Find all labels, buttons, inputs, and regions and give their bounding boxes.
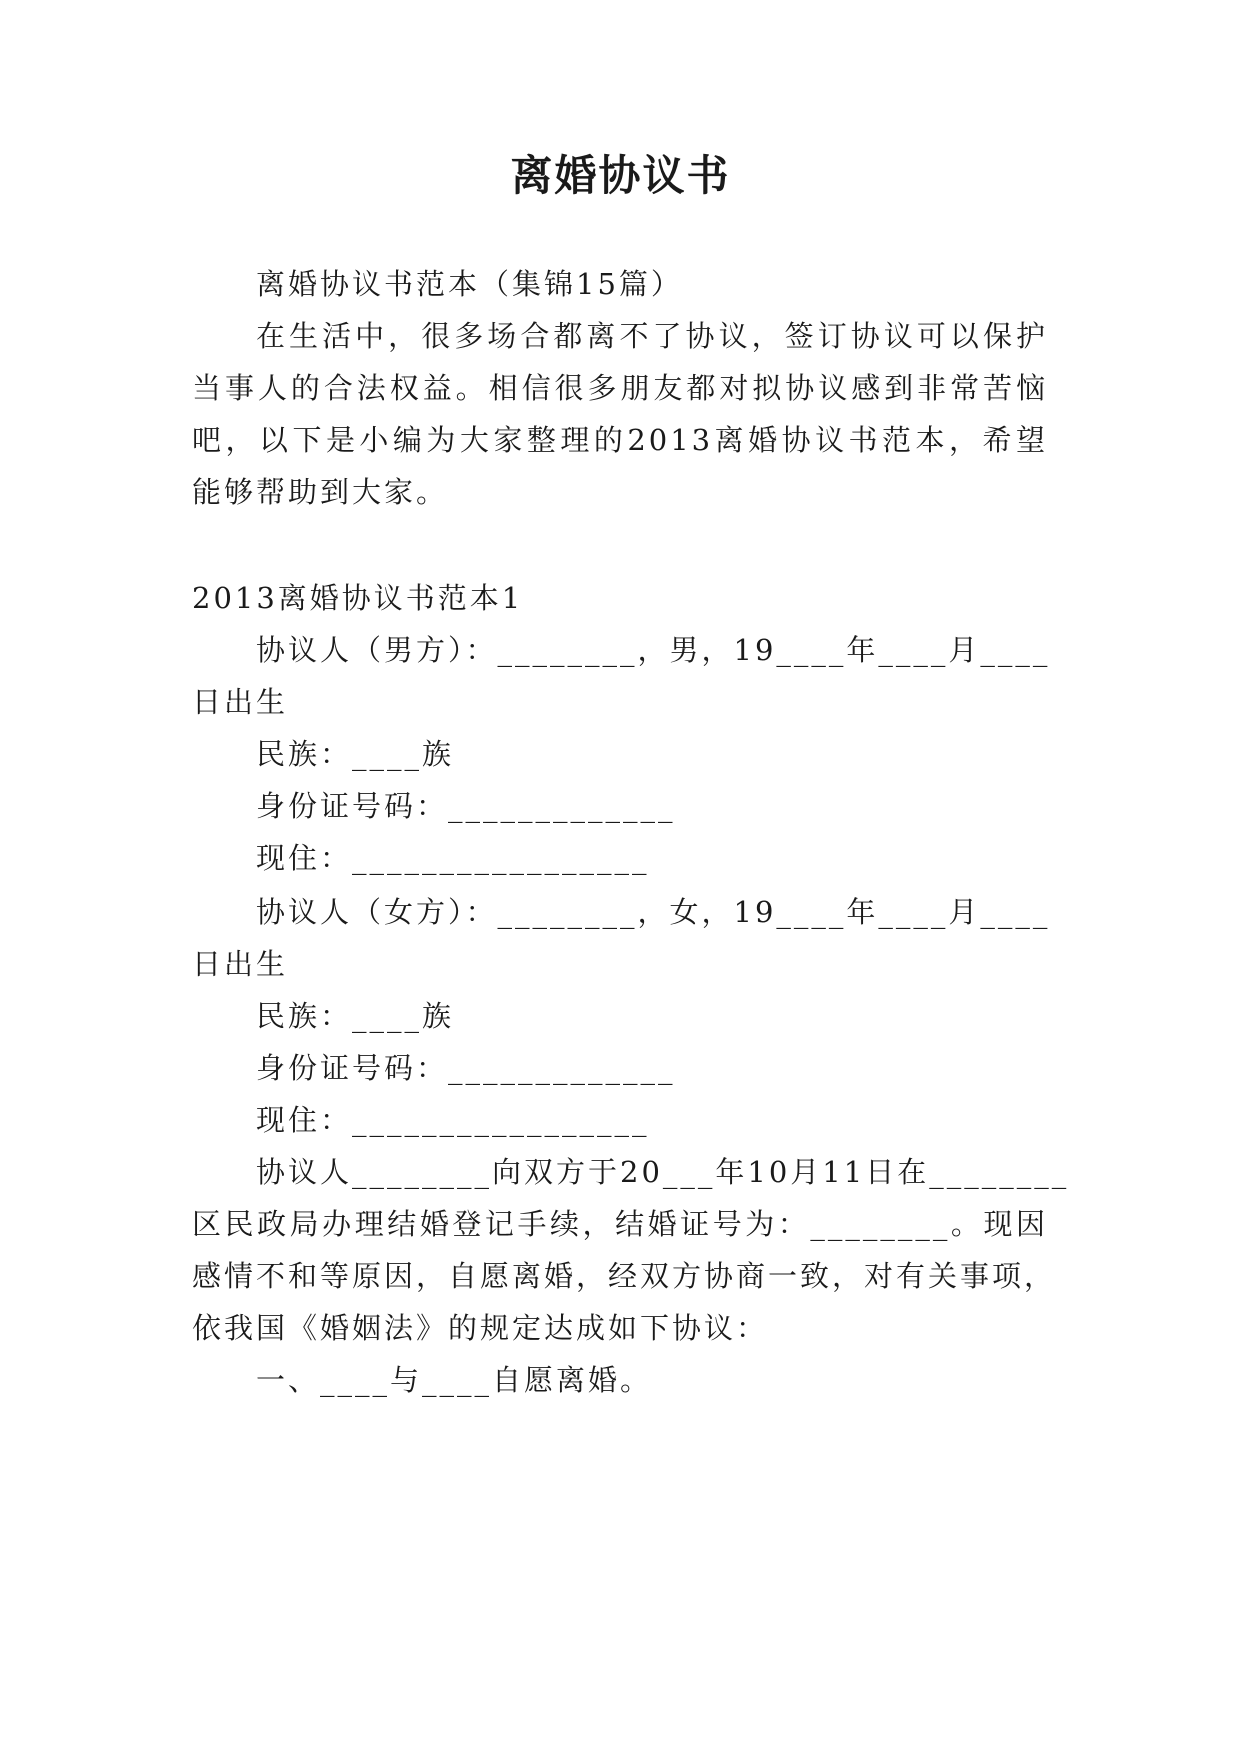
agreement-line-1: 协议人________向双方于20___年10月11日在________ [256, 1155, 1070, 1189]
intro-line-3: 吧，以下是小编为大家整理的2013离婚协议书范本，希望 [192, 423, 1048, 457]
section-heading: 2013离婚协议书范本1 [192, 581, 524, 615]
male-birth-line: 日出生 [192, 685, 289, 719]
agreement-line-2: 区民政局办理结婚登记手续，结婚证号为：________。现因 [192, 1207, 1048, 1241]
female-id-line: 身份证号码：_____________ [256, 1051, 676, 1085]
subtitle-line: 离婚协议书范本（集锦15篇） [256, 267, 683, 301]
male-party-line: 协议人（男方）：________，男，19____年____月____ [256, 633, 1051, 667]
female-birth-line: 日出生 [192, 947, 289, 981]
agreement-line-3: 感情不和等原因，自愿离婚，经双方协商一致，对有关事项， [192, 1259, 1057, 1293]
female-party-line: 协议人（女方）：________，女，19____年____月____ [256, 895, 1051, 929]
female-ethnicity-line: 民族：____族 [256, 999, 455, 1033]
male-address-line: 现住：_________________ [256, 841, 650, 875]
male-ethnicity-line: 民族：____族 [256, 737, 455, 771]
intro-line-4: 能够帮助到大家。 [192, 475, 449, 509]
intro-line-2: 当事人的合法权益。相信很多朋友都对拟协议感到非常苦恼 [192, 371, 1048, 405]
male-id-line: 身份证号码：_____________ [256, 789, 676, 823]
clause-one-line: 一、____与____自愿离婚。 [256, 1363, 653, 1397]
female-address-line: 现住：_________________ [256, 1103, 650, 1137]
agreement-line-4: 依我国《婚姻法》的规定达成如下协议： [192, 1311, 769, 1345]
document-title: 离婚协议书 [510, 151, 731, 200]
intro-line-1: 在生活中，很多场合都离不了协议，签订协议可以保护 [256, 319, 1048, 353]
